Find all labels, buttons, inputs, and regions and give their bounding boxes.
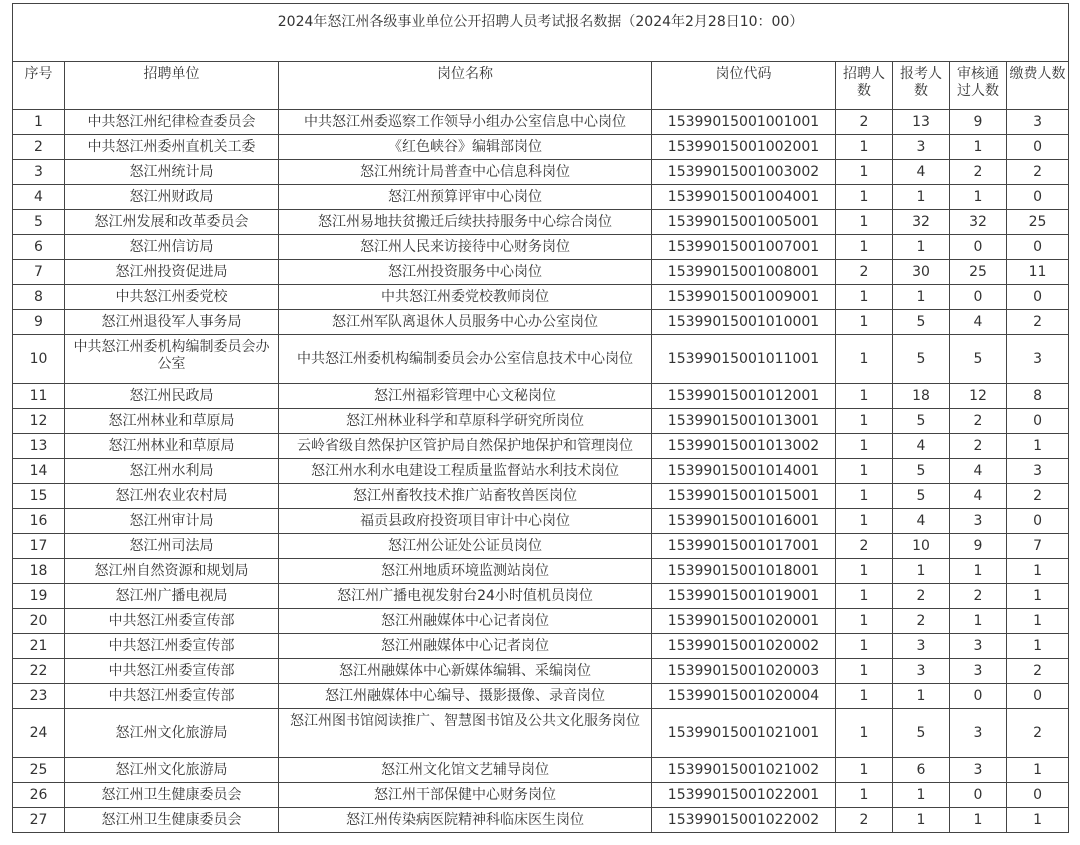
cell-seq: 25	[13, 758, 65, 783]
cell-hire-count: 2	[836, 534, 893, 559]
cell-applicant-count: 1	[893, 235, 950, 260]
cell-unit: 中共怒江州委宣传部	[65, 609, 279, 634]
cell-applicant-count: 4	[893, 509, 950, 534]
cell-position-name: 怒江州融媒体中心编导、摄影摄像、录音岗位	[279, 684, 652, 709]
cell-approved-count: 0	[950, 684, 1007, 709]
cell-position-name: 云岭省级自然保护区管护局自然保护地保护和管理岗位	[279, 434, 652, 459]
cell-seq: 9	[13, 310, 65, 335]
cell-applicant-count: 1	[893, 684, 950, 709]
table-row	[13, 409, 1069, 434]
cell-approved-count: 12	[950, 384, 1007, 409]
cell-unit: 怒江州投资促进局	[65, 260, 279, 285]
cell-position-name: 怒江州人民来访接待中心财务岗位	[279, 235, 652, 260]
cell-unit: 怒江州信访局	[65, 235, 279, 260]
cell-position-name: 怒江州投资服务中心岗位	[279, 260, 652, 285]
cell-position-name: 中共怒江州委机构编制委员会办公室信息技术中心岗位	[279, 335, 652, 384]
cell-approved-count: 0	[950, 285, 1007, 310]
cell-position-code: 15399015001019001	[652, 584, 836, 609]
cell-hire-count: 1	[836, 335, 893, 384]
table-row	[13, 584, 1069, 609]
cell-position-name: 怒江州文化馆文艺辅导岗位	[279, 758, 652, 783]
cell-approved-count: 9	[950, 110, 1007, 135]
cell-position-code: 15399015001003002	[652, 160, 836, 185]
table-row	[13, 559, 1069, 584]
table-row	[13, 110, 1069, 135]
cell-approved-count: 1	[950, 609, 1007, 634]
header-unit: 招聘单位	[65, 62, 279, 110]
cell-position-code: 15399015001004001	[652, 185, 836, 210]
cell-hire-count: 1	[836, 409, 893, 434]
cell-seq: 26	[13, 783, 65, 808]
cell-applicant-count: 1	[893, 783, 950, 808]
cell-approved-count: 2	[950, 584, 1007, 609]
cell-position-name: 怒江州预算评审中心岗位	[279, 185, 652, 210]
cell-position-code: 15399015001002001	[652, 135, 836, 160]
table-row	[13, 484, 1069, 509]
cell-position-code: 15399015001012001	[652, 384, 836, 409]
cell-position-code: 15399015001021002	[652, 758, 836, 783]
cell-position-code: 15399015001016001	[652, 509, 836, 534]
cell-hire-count: 2	[836, 808, 893, 833]
cell-approved-count: 1	[950, 559, 1007, 584]
header-position-code: 岗位代码	[652, 62, 836, 110]
cell-unit: 中共怒江州委党校	[65, 285, 279, 310]
cell-approved-count: 4	[950, 310, 1007, 335]
cell-position-name: 怒江州传染病医院精神科临床医生岗位	[279, 808, 652, 833]
cell-paid-count: 8	[1007, 384, 1069, 409]
cell-hire-count: 1	[836, 285, 893, 310]
cell-position-name: 中共怒江州委巡察工作领导小组办公室信息中心岗位	[279, 110, 652, 135]
cell-applicant-count: 30	[893, 260, 950, 285]
cell-position-code: 15399015001022002	[652, 808, 836, 833]
cell-unit: 怒江州统计局	[65, 160, 279, 185]
cell-hire-count: 2	[836, 260, 893, 285]
table-body	[13, 110, 1069, 833]
cell-applicant-count: 32	[893, 210, 950, 235]
cell-applicant-count: 10	[893, 534, 950, 559]
cell-paid-count: 3	[1007, 459, 1069, 484]
cell-position-code: 15399015001005001	[652, 210, 836, 235]
cell-seq: 6	[13, 235, 65, 260]
table-row	[13, 659, 1069, 684]
header-position-name: 岗位名称	[279, 62, 652, 110]
cell-paid-count: 0	[1007, 509, 1069, 534]
cell-paid-count: 0	[1007, 684, 1069, 709]
cell-hire-count: 1	[836, 310, 893, 335]
cell-position-code: 15399015001022001	[652, 783, 836, 808]
cell-unit: 怒江州文化旅游局	[65, 758, 279, 783]
cell-unit: 中共怒江州纪律检查委员会	[65, 110, 279, 135]
cell-approved-count: 2	[950, 434, 1007, 459]
cell-paid-count: 2	[1007, 160, 1069, 185]
cell-applicant-count: 1	[893, 285, 950, 310]
cell-hire-count: 1	[836, 559, 893, 584]
cell-seq: 12	[13, 409, 65, 434]
cell-seq: 17	[13, 534, 65, 559]
cell-paid-count: 2	[1007, 484, 1069, 509]
cell-position-name: 怒江州融媒体中心记者岗位	[279, 609, 652, 634]
cell-seq: 23	[13, 684, 65, 709]
cell-position-code: 15399015001017001	[652, 534, 836, 559]
cell-seq: 7	[13, 260, 65, 285]
table-row	[13, 783, 1069, 808]
cell-seq: 14	[13, 459, 65, 484]
cell-approved-count: 4	[950, 459, 1007, 484]
cell-applicant-count: 3	[893, 135, 950, 160]
cell-applicant-count: 5	[893, 335, 950, 384]
table-row	[13, 509, 1069, 534]
table-row	[13, 709, 1069, 758]
cell-position-code: 15399015001015001	[652, 484, 836, 509]
header-seq: 序号	[13, 62, 65, 110]
cell-position-code: 15399015001007001	[652, 235, 836, 260]
cell-position-name: 怒江州水利水电建设工程质量监督站水利技术岗位	[279, 459, 652, 484]
cell-paid-count: 1	[1007, 434, 1069, 459]
cell-unit: 怒江州退役军人事务局	[65, 310, 279, 335]
cell-approved-count: 0	[950, 783, 1007, 808]
cell-position-code: 15399015001020001	[652, 609, 836, 634]
cell-seq: 13	[13, 434, 65, 459]
cell-seq: 2	[13, 135, 65, 160]
header-hire-count: 招聘人数	[836, 62, 893, 110]
cell-position-code: 15399015001009001	[652, 285, 836, 310]
cell-seq: 19	[13, 584, 65, 609]
registration-table	[12, 3, 1069, 833]
cell-seq: 4	[13, 185, 65, 210]
cell-applicant-count: 4	[893, 434, 950, 459]
cell-applicant-count: 5	[893, 484, 950, 509]
cell-paid-count: 0	[1007, 135, 1069, 160]
cell-paid-count: 2	[1007, 310, 1069, 335]
cell-position-code: 15399015001021001	[652, 709, 836, 758]
cell-paid-count: 2	[1007, 709, 1069, 758]
cell-hire-count: 1	[836, 160, 893, 185]
cell-unit: 怒江州水利局	[65, 459, 279, 484]
cell-approved-count: 9	[950, 534, 1007, 559]
cell-unit: 怒江州林业和草原局	[65, 434, 279, 459]
cell-paid-count: 1	[1007, 634, 1069, 659]
cell-position-code: 15399015001011001	[652, 335, 836, 384]
table-title: 2024年怒江州各级事业单位公开招聘人员考试报名数据（2024年2月28日10：00）	[13, 4, 1069, 62]
cell-position-code: 15399015001020003	[652, 659, 836, 684]
cell-paid-count: 7	[1007, 534, 1069, 559]
cell-position-name: 怒江州统计局普查中心信息科岗位	[279, 160, 652, 185]
cell-approved-count: 32	[950, 210, 1007, 235]
cell-unit: 怒江州审计局	[65, 509, 279, 534]
cell-applicant-count: 5	[893, 709, 950, 758]
cell-position-code: 15399015001014001	[652, 459, 836, 484]
cell-position-name: 怒江州广播电视发射台24小时值机员岗位	[279, 584, 652, 609]
cell-position-name: 怒江州军队离退休人员服务中心办公室岗位	[279, 310, 652, 335]
cell-position-name: 怒江州融媒体中心记者岗位	[279, 634, 652, 659]
cell-approved-count: 5	[950, 335, 1007, 384]
table-row	[13, 609, 1069, 634]
cell-hire-count: 1	[836, 684, 893, 709]
cell-paid-count: 3	[1007, 110, 1069, 135]
cell-hire-count: 1	[836, 709, 893, 758]
cell-applicant-count: 13	[893, 110, 950, 135]
table-row	[13, 135, 1069, 160]
cell-paid-count: 0	[1007, 409, 1069, 434]
cell-seq: 24	[13, 709, 65, 758]
cell-unit: 怒江州林业和草原局	[65, 409, 279, 434]
cell-approved-count: 1	[950, 808, 1007, 833]
cell-unit: 怒江州广播电视局	[65, 584, 279, 609]
cell-approved-count: 1	[950, 185, 1007, 210]
cell-seq: 10	[13, 335, 65, 384]
cell-seq: 15	[13, 484, 65, 509]
table-row	[13, 185, 1069, 210]
cell-paid-count: 11	[1007, 260, 1069, 285]
cell-unit: 怒江州财政局	[65, 185, 279, 210]
table-row	[13, 210, 1069, 235]
cell-paid-count: 3	[1007, 335, 1069, 384]
cell-applicant-count: 18	[893, 384, 950, 409]
cell-seq: 16	[13, 509, 65, 534]
table-row	[13, 335, 1069, 384]
cell-applicant-count: 1	[893, 559, 950, 584]
cell-applicant-count: 6	[893, 758, 950, 783]
header-applicant-count: 报考人数	[893, 62, 950, 110]
table-row	[13, 285, 1069, 310]
cell-unit: 怒江州卫生健康委员会	[65, 783, 279, 808]
cell-paid-count: 1	[1007, 609, 1069, 634]
cell-paid-count: 1	[1007, 808, 1069, 833]
cell-hire-count: 1	[836, 235, 893, 260]
cell-position-name: 怒江州易地扶贫搬迁后续扶持服务中心综合岗位	[279, 210, 652, 235]
table-row	[13, 260, 1069, 285]
cell-paid-count: 1	[1007, 584, 1069, 609]
cell-approved-count: 4	[950, 484, 1007, 509]
table-row	[13, 634, 1069, 659]
cell-position-code: 15399015001020002	[652, 634, 836, 659]
cell-hire-count: 1	[836, 185, 893, 210]
cell-seq: 3	[13, 160, 65, 185]
table-row	[13, 684, 1069, 709]
cell-position-name: 怒江州林业科学和草原科学研究所岗位	[279, 409, 652, 434]
cell-hire-count: 1	[836, 384, 893, 409]
cell-hire-count: 1	[836, 584, 893, 609]
table-row	[13, 758, 1069, 783]
cell-paid-count: 0	[1007, 185, 1069, 210]
cell-applicant-count: 3	[893, 659, 950, 684]
cell-approved-count: 0	[950, 235, 1007, 260]
table-row	[13, 459, 1069, 484]
cell-seq: 21	[13, 634, 65, 659]
cell-paid-count: 1	[1007, 559, 1069, 584]
cell-approved-count: 3	[950, 509, 1007, 534]
table-row	[13, 384, 1069, 409]
cell-position-code: 15399015001008001	[652, 260, 836, 285]
cell-approved-count: 3	[950, 634, 1007, 659]
cell-hire-count: 1	[836, 758, 893, 783]
cell-position-name: 怒江州地质环境监测站岗位	[279, 559, 652, 584]
cell-position-name: 怒江州畜牧技术推广站畜牧兽医岗位	[279, 484, 652, 509]
cell-hire-count: 1	[836, 434, 893, 459]
cell-unit: 怒江州自然资源和规划局	[65, 559, 279, 584]
cell-position-name: 怒江州融媒体中心新媒体编辑、采编岗位	[279, 659, 652, 684]
cell-position-code: 15399015001010001	[652, 310, 836, 335]
cell-position-name: 怒江州福彩管理中心文秘岗位	[279, 384, 652, 409]
cell-unit: 中共怒江州委宣传部	[65, 684, 279, 709]
cell-hire-count: 1	[836, 634, 893, 659]
cell-seq: 5	[13, 210, 65, 235]
cell-hire-count: 1	[836, 609, 893, 634]
cell-paid-count: 25	[1007, 210, 1069, 235]
cell-hire-count: 1	[836, 484, 893, 509]
cell-seq: 8	[13, 285, 65, 310]
cell-unit: 中共怒江州委机构编制委员会办公室	[65, 335, 279, 384]
table-row	[13, 310, 1069, 335]
cell-position-name: 怒江州图书馆阅读推广、智慧图书馆及公共文化服务岗位	[279, 709, 652, 758]
cell-seq: 1	[13, 110, 65, 135]
table-row	[13, 434, 1069, 459]
cell-applicant-count: 4	[893, 160, 950, 185]
cell-hire-count: 2	[836, 110, 893, 135]
cell-position-name: 怒江州公证处公证员岗位	[279, 534, 652, 559]
cell-approved-count: 25	[950, 260, 1007, 285]
cell-applicant-count: 2	[893, 609, 950, 634]
cell-hire-count: 1	[836, 459, 893, 484]
cell-hire-count: 1	[836, 783, 893, 808]
cell-unit: 中共怒江州委州直机关工委	[65, 135, 279, 160]
cell-position-name: 《红色峡谷》编辑部岗位	[279, 135, 652, 160]
cell-unit: 中共怒江州委宣传部	[65, 659, 279, 684]
cell-position-name: 中共怒江州委党校教师岗位	[279, 285, 652, 310]
table-row	[13, 160, 1069, 185]
cell-approved-count: 3	[950, 758, 1007, 783]
cell-position-code: 15399015001001001	[652, 110, 836, 135]
cell-applicant-count: 1	[893, 185, 950, 210]
cell-position-code: 15399015001018001	[652, 559, 836, 584]
cell-applicant-count: 2	[893, 584, 950, 609]
cell-approved-count: 3	[950, 659, 1007, 684]
cell-unit: 怒江州民政局	[65, 384, 279, 409]
cell-position-code: 15399015001013002	[652, 434, 836, 459]
cell-seq: 22	[13, 659, 65, 684]
cell-applicant-count: 1	[893, 808, 950, 833]
cell-paid-count: 0	[1007, 285, 1069, 310]
cell-unit: 怒江州司法局	[65, 534, 279, 559]
cell-paid-count: 2	[1007, 659, 1069, 684]
cell-unit: 怒江州文化旅游局	[65, 709, 279, 758]
cell-unit: 怒江州农业农村局	[65, 484, 279, 509]
table-row	[13, 808, 1069, 833]
cell-paid-count: 0	[1007, 235, 1069, 260]
cell-unit: 中共怒江州委宣传部	[65, 634, 279, 659]
cell-position-name: 福贡县政府投资项目审计中心岗位	[279, 509, 652, 534]
cell-hire-count: 1	[836, 659, 893, 684]
cell-seq: 11	[13, 384, 65, 409]
cell-hire-count: 1	[836, 210, 893, 235]
cell-applicant-count: 3	[893, 634, 950, 659]
cell-applicant-count: 5	[893, 409, 950, 434]
header-row	[13, 62, 1069, 110]
cell-seq: 20	[13, 609, 65, 634]
cell-approved-count: 2	[950, 409, 1007, 434]
cell-position-code: 15399015001013001	[652, 409, 836, 434]
cell-paid-count: 0	[1007, 783, 1069, 808]
cell-unit: 怒江州卫生健康委员会	[65, 808, 279, 833]
cell-paid-count: 1	[1007, 758, 1069, 783]
header-paid-count: 缴费人数	[1007, 62, 1069, 110]
cell-applicant-count: 5	[893, 459, 950, 484]
table-row	[13, 235, 1069, 260]
cell-hire-count: 1	[836, 135, 893, 160]
cell-applicant-count: 5	[893, 310, 950, 335]
cell-approved-count: 1	[950, 135, 1007, 160]
cell-hire-count: 1	[836, 509, 893, 534]
cell-approved-count: 3	[950, 709, 1007, 758]
cell-approved-count: 2	[950, 160, 1007, 185]
cell-position-code: 15399015001020004	[652, 684, 836, 709]
cell-seq: 18	[13, 559, 65, 584]
cell-unit: 怒江州发展和改革委员会	[65, 210, 279, 235]
cell-position-name: 怒江州干部保健中心财务岗位	[279, 783, 652, 808]
table-row	[13, 534, 1069, 559]
header-approved-count: 审核通过人数	[950, 62, 1007, 110]
cell-seq: 27	[13, 808, 65, 833]
